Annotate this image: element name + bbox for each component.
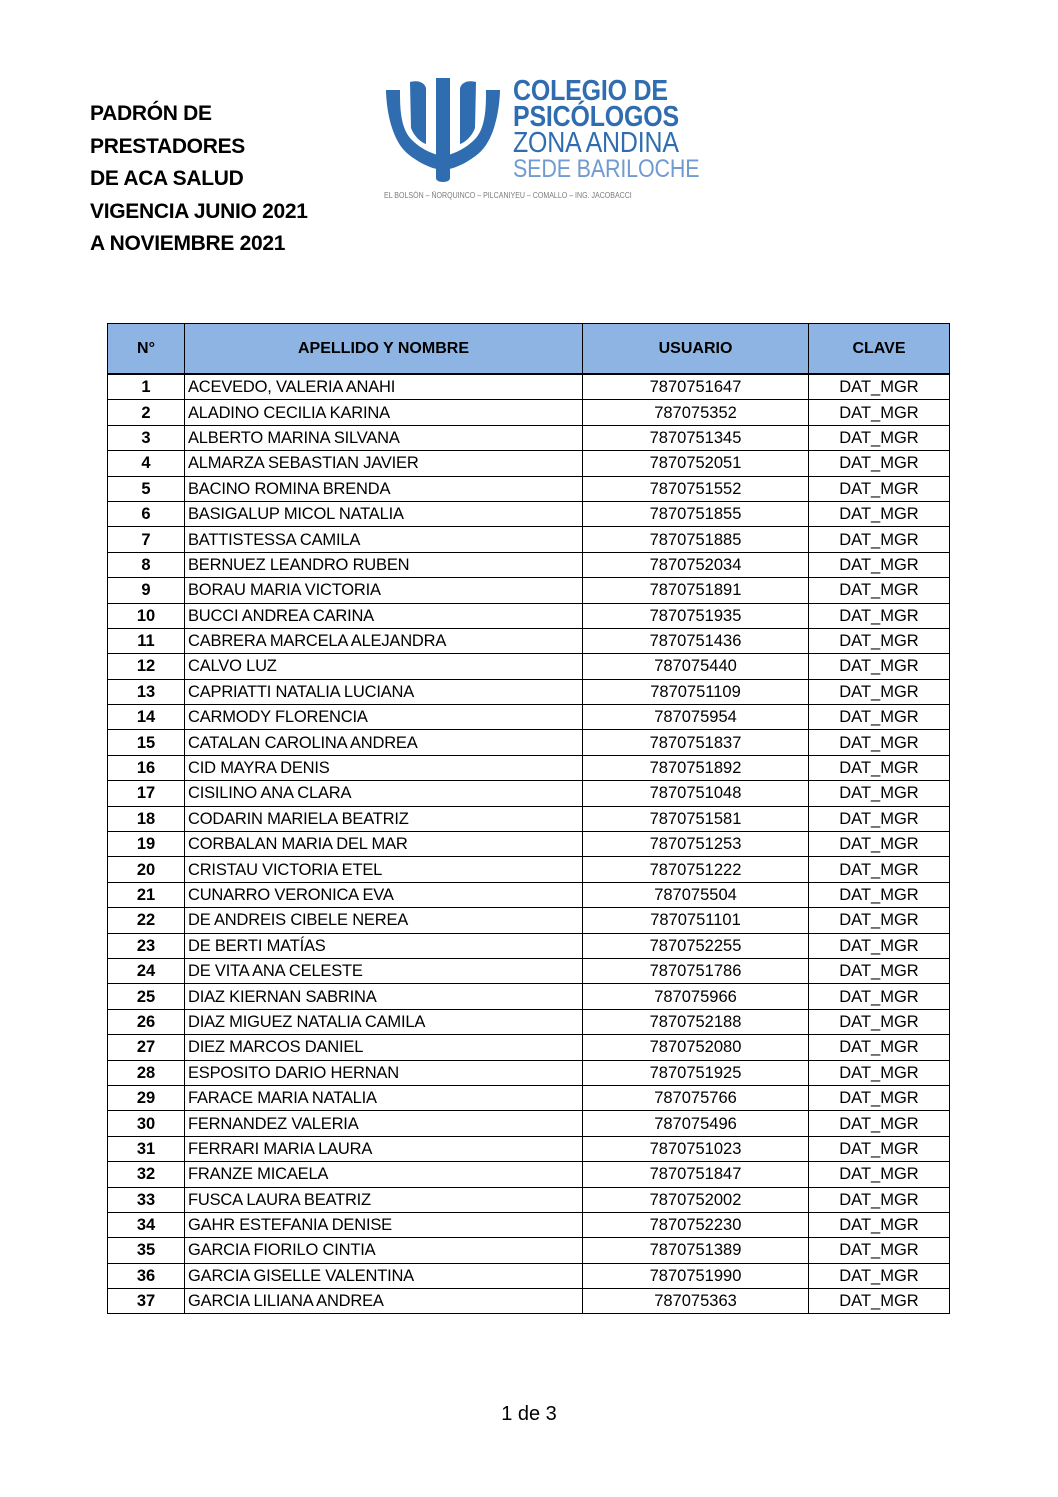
cell-key: DAT_MGR	[809, 1212, 950, 1237]
cell-key: DAT_MGR	[809, 1187, 950, 1212]
cell-user: 7870751023	[583, 1136, 809, 1161]
cell-user: 787075440	[583, 654, 809, 679]
table-row	[108, 1263, 950, 1288]
cell-name: CODARIN MARIELA BEATRIZ	[185, 806, 583, 831]
cell-number: 8	[108, 552, 185, 577]
cell-user: 7870751855	[583, 501, 809, 526]
cell-key: DAT_MGR	[809, 1111, 950, 1136]
cell-user: 7870752255	[583, 933, 809, 958]
cell-number: 1	[108, 374, 185, 400]
table-row	[108, 1238, 950, 1263]
cell-number: 12	[108, 654, 185, 679]
table-row	[108, 451, 950, 476]
cell-user: 787075352	[583, 400, 809, 425]
cell-user: 7870751436	[583, 628, 809, 653]
cell-key: DAT_MGR	[809, 755, 950, 780]
cell-user: 7870751109	[583, 679, 809, 704]
cell-name: ACEVEDO, VALERIA ANAHI	[185, 374, 583, 400]
cell-name: GARCIA LILIANA ANDREA	[185, 1289, 583, 1314]
logo-line: ZONA ANDINA	[513, 127, 679, 159]
logo-wordmark	[513, 75, 730, 183]
cell-name: BORAU MARIA VICTORIA	[185, 578, 583, 603]
table-row	[108, 1035, 950, 1060]
page-number: 1 de 3	[501, 1403, 557, 1425]
cell-name: ALADINO CECILIA KARINA	[185, 400, 583, 425]
title-line: PADRÓN DE	[90, 102, 212, 125]
cell-key: DAT_MGR	[809, 578, 950, 603]
cell-name: BUCCI ANDREA CARINA	[185, 603, 583, 628]
cell-key: DAT_MGR	[809, 679, 950, 704]
cell-name: CUNARRO VERONICA EVA	[185, 882, 583, 907]
table-row	[108, 679, 950, 704]
cell-number: 35	[108, 1238, 185, 1263]
table-row	[108, 705, 950, 730]
cell-key: DAT_MGR	[809, 781, 950, 806]
cell-key: DAT_MGR	[809, 730, 950, 755]
cell-key: DAT_MGR	[809, 908, 950, 933]
cell-number: 16	[108, 755, 185, 780]
table-row	[108, 958, 950, 983]
table-row	[108, 400, 950, 425]
cell-user: 7870752188	[583, 1009, 809, 1034]
cell-user: 7870751048	[583, 781, 809, 806]
table-row	[108, 578, 950, 603]
cell-user: 787075496	[583, 1111, 809, 1136]
cell-key: DAT_MGR	[809, 476, 950, 501]
cell-user: 7870751891	[583, 578, 809, 603]
cell-key: DAT_MGR	[809, 400, 950, 425]
table-row	[108, 1136, 950, 1161]
cell-name: CALVO LUZ	[185, 654, 583, 679]
cell-number: 11	[108, 628, 185, 653]
title-line: PRESTADORES	[90, 134, 245, 158]
cell-user: 7870751990	[583, 1263, 809, 1288]
cell-user: 7870751935	[583, 603, 809, 628]
cell-key: DAT_MGR	[809, 425, 950, 450]
table-row	[108, 832, 950, 857]
cell-user: 7870751253	[583, 832, 809, 857]
cell-number: 10	[108, 603, 185, 628]
cell-key: DAT_MGR	[809, 451, 950, 476]
cell-key: DAT_MGR	[809, 1289, 950, 1314]
cell-user: 7870751345	[583, 425, 809, 450]
cell-user: 7870751389	[583, 1238, 809, 1263]
table-row	[108, 476, 950, 501]
cell-user: 7870752002	[583, 1187, 809, 1212]
cell-user: 7870752080	[583, 1035, 809, 1060]
cell-number: 30	[108, 1111, 185, 1136]
cell-name: CRISTAU VICTORIA ETEL	[185, 857, 583, 882]
cell-user: 7870751925	[583, 1060, 809, 1085]
cell-key: DAT_MGR	[809, 984, 950, 1009]
table-row	[108, 1212, 950, 1237]
cell-number: 3	[108, 425, 185, 450]
table-row	[108, 654, 950, 679]
cell-name: BERNUEZ LEANDRO RUBEN	[185, 552, 583, 577]
cell-name: CORBALAN MARIA DEL MAR	[185, 832, 583, 857]
cell-key: DAT_MGR	[809, 1060, 950, 1085]
cell-key: DAT_MGR	[809, 628, 950, 653]
cell-user: 7870751581	[583, 806, 809, 831]
table-row	[108, 374, 950, 400]
cell-key: DAT_MGR	[809, 1162, 950, 1187]
cell-user: 7870752034	[583, 552, 809, 577]
cell-name: CABRERA MARCELA ALEJANDRA	[185, 628, 583, 653]
cell-key: DAT_MGR	[809, 1085, 950, 1110]
cell-number: 17	[108, 781, 185, 806]
table-row	[108, 1111, 950, 1136]
cell-number: 20	[108, 857, 185, 882]
table-row	[108, 908, 950, 933]
cell-number: 13	[108, 679, 185, 704]
cell-number: 24	[108, 958, 185, 983]
cell-name: BATTISTESSA CAMILA	[185, 527, 583, 552]
cell-user: 7870752051	[583, 451, 809, 476]
table-row	[108, 603, 950, 628]
cell-user: 7870751222	[583, 857, 809, 882]
cell-number: 28	[108, 1060, 185, 1085]
cell-number: 5	[108, 476, 185, 501]
cell-number: 18	[108, 806, 185, 831]
cell-user: 787075504	[583, 882, 809, 907]
cell-number: 25	[108, 984, 185, 1009]
table-row	[108, 1009, 950, 1034]
table-row	[108, 781, 950, 806]
table-row	[108, 755, 950, 780]
cell-name: ALBERTO MARINA SILVANA	[185, 425, 583, 450]
title-line: VIGENCIA JUNIO 2021	[90, 199, 308, 223]
logo-locations: EL BOLSÓN – ÑORQUINCO – PILCANIYEU – COMALLO – ING. JACOBACCI	[384, 191, 632, 200]
table-row	[108, 730, 950, 755]
cell-key: DAT_MGR	[809, 1035, 950, 1060]
table-row	[108, 552, 950, 577]
table-row	[108, 933, 950, 958]
logo-line: PSICÓLOGOS	[513, 101, 679, 133]
table-row	[108, 527, 950, 552]
table-row	[108, 882, 950, 907]
cell-user: 7870751847	[583, 1162, 809, 1187]
column-header-user: USUARIO	[583, 324, 809, 375]
cell-key: DAT_MGR	[809, 1009, 950, 1034]
cell-user: 7870751647	[583, 374, 809, 400]
cell-key: DAT_MGR	[809, 1238, 950, 1263]
cell-name: DIAZ KIERNAN SABRINA	[185, 984, 583, 1009]
cell-name: FERNANDEZ VALERIA	[185, 1111, 583, 1136]
providers-table	[107, 323, 950, 1314]
cell-key: DAT_MGR	[809, 603, 950, 628]
cell-number: 26	[108, 1009, 185, 1034]
cell-name: GARCIA GISELLE VALENTINA	[185, 1263, 583, 1288]
cell-name: ESPOSITO DARIO HERNAN	[185, 1060, 583, 1085]
title-line: A NOVIEMBRE 2021	[90, 232, 286, 255]
cell-name: CATALAN CAROLINA ANDREA	[185, 730, 583, 755]
cell-name: FERRARI MARIA LAURA	[185, 1136, 583, 1161]
title-line: DE ACA SALUD	[90, 167, 244, 190]
cell-key: DAT_MGR	[809, 933, 950, 958]
cell-name: GARCIA FIORILO CINTIA	[185, 1238, 583, 1263]
cell-number: 36	[108, 1263, 185, 1288]
cell-number: 21	[108, 882, 185, 907]
table-row	[108, 501, 950, 526]
cell-number: 4	[108, 451, 185, 476]
cell-user: 7870751885	[583, 527, 809, 552]
cell-number: 15	[108, 730, 185, 755]
table-row	[108, 806, 950, 831]
table-row	[108, 1162, 950, 1187]
cell-key: DAT_MGR	[809, 501, 950, 526]
cell-name: DE BERTI MATÍAS	[185, 933, 583, 958]
cell-user: 7870751892	[583, 755, 809, 780]
cell-key: DAT_MGR	[809, 1263, 950, 1288]
cell-name: FARACE MARIA NATALIA	[185, 1085, 583, 1110]
column-header-number: N°	[108, 324, 185, 375]
cell-number: 33	[108, 1187, 185, 1212]
cell-name: DIAZ MIGUEZ NATALIA CAMILA	[185, 1009, 583, 1034]
cell-number: 14	[108, 705, 185, 730]
cell-number: 32	[108, 1162, 185, 1187]
cell-user: 7870751786	[583, 958, 809, 983]
cell-key: DAT_MGR	[809, 806, 950, 831]
table-row	[108, 1289, 950, 1314]
cell-number: 22	[108, 908, 185, 933]
cell-name: CAPRIATTI NATALIA LUCIANA	[185, 679, 583, 704]
cell-name: ALMARZA SEBASTIAN JAVIER	[185, 451, 583, 476]
cell-name: BACINO ROMINA BRENDA	[185, 476, 583, 501]
cell-key: DAT_MGR	[809, 958, 950, 983]
cell-user: 787075766	[583, 1085, 809, 1110]
logo-line: COLEGIO DE	[513, 75, 668, 107]
column-header-name: APELLIDO Y NOMBRE	[185, 324, 583, 375]
cell-number: 29	[108, 1085, 185, 1110]
cell-number: 34	[108, 1212, 185, 1237]
cell-number: 27	[108, 1035, 185, 1060]
table-header-row	[108, 324, 950, 375]
cell-number: 7	[108, 527, 185, 552]
cell-key: DAT_MGR	[809, 552, 950, 577]
table-row	[108, 425, 950, 450]
cell-name: CID MAYRA DENIS	[185, 755, 583, 780]
cell-user: 787075966	[583, 984, 809, 1009]
cell-key: DAT_MGR	[809, 882, 950, 907]
cell-name: GAHR ESTEFANIA DENISE	[185, 1212, 583, 1237]
cell-name: FUSCA LAURA BEATRIZ	[185, 1187, 583, 1212]
cell-key: DAT_MGR	[809, 1136, 950, 1161]
cell-number: 37	[108, 1289, 185, 1314]
table-row	[108, 1187, 950, 1212]
cell-key: DAT_MGR	[809, 857, 950, 882]
cell-name: DIEZ MARCOS DANIEL	[185, 1035, 583, 1060]
cell-name: FRANZE MICAELA	[185, 1162, 583, 1187]
cell-user: 787075363	[583, 1289, 809, 1314]
cell-user: 7870751837	[583, 730, 809, 755]
cell-key: DAT_MGR	[809, 374, 950, 400]
cell-number: 6	[108, 501, 185, 526]
cell-number: 23	[108, 933, 185, 958]
cell-number: 31	[108, 1136, 185, 1161]
logo-line: SEDE BARILOCHE	[513, 155, 700, 183]
document-title	[90, 98, 308, 261]
cell-number: 9	[108, 578, 185, 603]
cell-user: 7870752230	[583, 1212, 809, 1237]
cell-key: DAT_MGR	[809, 705, 950, 730]
cell-user: 7870751101	[583, 908, 809, 933]
cell-name: BASIGALUP MICOL NATALIA	[185, 501, 583, 526]
cell-name: DE ANDREIS CIBELE NEREA	[185, 908, 583, 933]
cell-key: DAT_MGR	[809, 654, 950, 679]
table-row	[108, 628, 950, 653]
table-row	[108, 1085, 950, 1110]
table-row	[108, 1060, 950, 1085]
cell-name: CARMODY FLORENCIA	[185, 705, 583, 730]
table-row	[108, 857, 950, 882]
cell-key: DAT_MGR	[809, 527, 950, 552]
cell-number: 2	[108, 400, 185, 425]
cell-user: 7870751552	[583, 476, 809, 501]
cell-key: DAT_MGR	[809, 832, 950, 857]
table-body	[108, 374, 950, 1314]
table-row	[108, 984, 950, 1009]
cell-number: 19	[108, 832, 185, 857]
column-header-key: CLAVE	[809, 324, 950, 375]
cell-name: DE VITA ANA CELESTE	[185, 958, 583, 983]
cell-user: 787075954	[583, 705, 809, 730]
cell-name: CISILINO ANA CLARA	[185, 781, 583, 806]
